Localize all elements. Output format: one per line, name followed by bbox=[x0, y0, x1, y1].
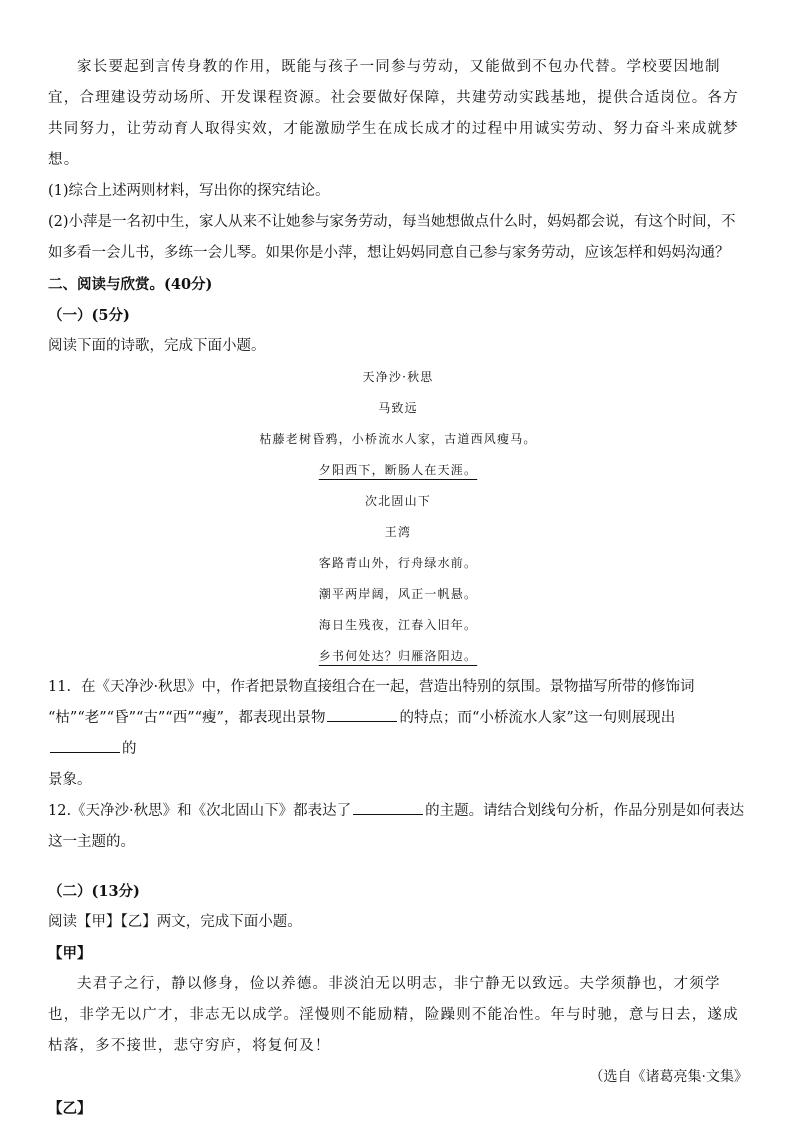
poem-2-author: 王湾 bbox=[384, 525, 412, 539]
poem-2-line-4-underlined: 乡书何处达？归雁洛阳边。 bbox=[318, 649, 478, 663]
yi-label: 【乙】 bbox=[48, 1100, 92, 1117]
q11-text-c: 的特点；而“小桥流水人家”这一句则展现出 bbox=[399, 710, 676, 726]
part-2-instruction: 阅读【甲】【乙】两文，完成下面小题。 bbox=[48, 914, 302, 930]
poem-1-line-1: 枯藤老树昏鸦，小桥流水人家，古道西风瘦马。 bbox=[259, 432, 537, 446]
jia-source: （选自《诸葛亮集·文集》 bbox=[589, 1069, 748, 1085]
part-1-heading: （一）(5分) bbox=[48, 307, 130, 324]
poem-1-line-2-underlined: 夕阳西下，断肠人在天涯。 bbox=[318, 463, 478, 477]
question-2: (2)小萍是一名初中生，家人从来不让她参与家务劳动，每当她想做点什么时，妈妈都会说，有这个时间，不如多看一会儿书，多练一会儿琴。如果你是小萍，想让妈妈同意自己参与家务劳动，应该怎样和妈妈沟通？ bbox=[48, 214, 736, 261]
poem-1-title: 天净沙·秋思 bbox=[362, 370, 434, 384]
jia-text: 夫君子之行，静以修身，俭以养德。非淡泊无以明志，非宁静无以致远。夫学须静也，才须学也，非学无以广才，非志无以成学。淫慢则不能励精，险躁则不能冶性。年与时驰，意与日去，遂成枯落，多不接世，悲守穷庐，将复何及！ bbox=[48, 976, 739, 1054]
poem-2-line-3: 海日生残夜，江春入旧年。 bbox=[318, 618, 478, 632]
poem-2-title: 次北固山下 bbox=[364, 494, 431, 508]
q11-text-d: 的 bbox=[122, 741, 137, 757]
question-12 bbox=[48, 796, 748, 858]
poem-2 bbox=[48, 486, 748, 672]
poem-2-line-2: 潮平两岸阔，风正一帆悬。 bbox=[318, 587, 478, 601]
q11-blank-1[interactable] bbox=[327, 709, 397, 722]
q12-text-b: 的主题。请结合划线句分析，作品分别是如何表达这一主题的。 bbox=[48, 803, 745, 850]
poem-1 bbox=[48, 362, 748, 486]
q11-blank-2[interactable] bbox=[50, 740, 120, 753]
poem-2-line-1: 客路青山外，行舟绿水前。 bbox=[318, 556, 478, 570]
question-1: (1)综合上述两则材料，写出你的探究结论。 bbox=[48, 183, 330, 199]
q12-text-a: 12.《天净沙·秋思》和《次北固山下》都表达了 bbox=[48, 803, 352, 819]
q12-blank[interactable] bbox=[353, 802, 423, 815]
q11-text-a: 11．在《天净沙·秋思》中，作者把景物直接组合在一起，营造出特别的氛围。景物描写所带的修饰词 bbox=[48, 679, 695, 695]
part-1-instruction: 阅读下面的诗歌，完成下面小题。 bbox=[48, 338, 266, 354]
q11-text-e: 景象。 bbox=[48, 772, 92, 788]
document-page bbox=[48, 52, 748, 1124]
question-11 bbox=[48, 672, 748, 796]
intro-paragraph: 家长要起到言传身教的作用，既能与孩子一同参与劳动，又能做到不包办代替。学校要因地制宜，合理建设劳动场所、开发课程资源。社会要做好保障，共建劳动实践基地，提供合适岗位。各方共同努力，让劳动育人取得实效，才能激励学生在成长成才的过程中用诚实劳动、努力奋斗来成就梦想。 bbox=[48, 59, 739, 168]
jia-label: 【甲】 bbox=[48, 945, 92, 962]
part-2-heading: （二）(13分) bbox=[48, 883, 140, 900]
section-2-heading: 二、阅读与欣赏。(40分) bbox=[48, 276, 213, 293]
q11-text-b: “枯”“老”“昏”“古”“西”“瘦”，都表现出景物 bbox=[48, 710, 326, 726]
poem-1-author: 马致远 bbox=[378, 401, 418, 415]
